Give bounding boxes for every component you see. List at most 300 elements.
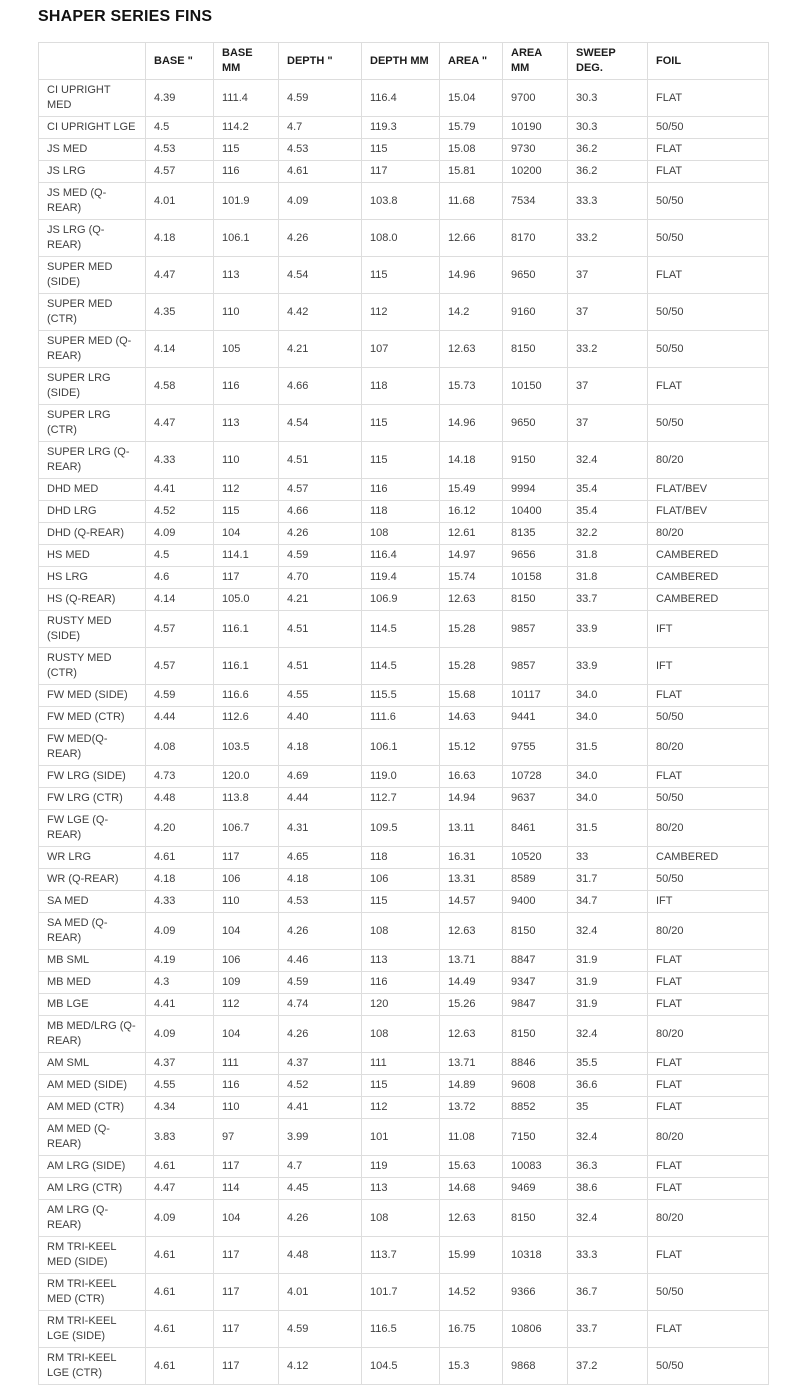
value-cell: 4.57 bbox=[146, 648, 214, 685]
value-cell: 15.73 bbox=[440, 368, 503, 405]
value-cell: 4.09 bbox=[146, 523, 214, 545]
value-cell: 116.1 bbox=[214, 611, 279, 648]
header-base-mm: BASE MM bbox=[214, 43, 279, 80]
value-cell: 32.4 bbox=[568, 1200, 648, 1237]
value-cell: 10200 bbox=[503, 161, 568, 183]
fin-name-cell: MB SML bbox=[39, 950, 146, 972]
value-cell: 4.57 bbox=[146, 611, 214, 648]
value-cell: 80/20 bbox=[648, 1016, 769, 1053]
value-cell: FLAT/BEV bbox=[648, 479, 769, 501]
value-cell: 14.63 bbox=[440, 707, 503, 729]
value-cell: 50/50 bbox=[648, 707, 769, 729]
value-cell: 50/50 bbox=[648, 1274, 769, 1311]
value-cell: 13.71 bbox=[440, 950, 503, 972]
value-cell: 9656 bbox=[503, 545, 568, 567]
value-cell: 4.54 bbox=[279, 257, 362, 294]
value-cell: FLAT bbox=[648, 1237, 769, 1274]
value-cell: 10158 bbox=[503, 567, 568, 589]
value-cell: 4.53 bbox=[279, 891, 362, 913]
header-area-mm: AREA MM bbox=[503, 43, 568, 80]
value-cell: 4.09 bbox=[279, 183, 362, 220]
fin-name-cell: HS (Q-REAR) bbox=[39, 589, 146, 611]
value-cell: 32.4 bbox=[568, 1016, 648, 1053]
table-row bbox=[39, 368, 769, 405]
value-cell: 115 bbox=[362, 442, 440, 479]
value-cell: 36.2 bbox=[568, 161, 648, 183]
value-cell: FLAT bbox=[648, 1178, 769, 1200]
value-cell: 9994 bbox=[503, 479, 568, 501]
value-cell: 80/20 bbox=[648, 523, 769, 545]
value-cell: 8589 bbox=[503, 869, 568, 891]
value-cell: 8461 bbox=[503, 810, 568, 847]
value-cell: 4.7 bbox=[279, 1156, 362, 1178]
value-cell: 4.66 bbox=[279, 501, 362, 523]
value-cell: 12.61 bbox=[440, 523, 503, 545]
value-cell: 50/50 bbox=[648, 294, 769, 331]
value-cell: 33.9 bbox=[568, 648, 648, 685]
fin-name-cell: HS MED bbox=[39, 545, 146, 567]
value-cell: 4.20 bbox=[146, 810, 214, 847]
fin-name-cell: HS LRG bbox=[39, 567, 146, 589]
value-cell: 16.12 bbox=[440, 501, 503, 523]
value-cell: 4.40 bbox=[279, 707, 362, 729]
value-cell: 4.18 bbox=[279, 869, 362, 891]
value-cell: 38.6 bbox=[568, 1178, 648, 1200]
table-row bbox=[39, 117, 769, 139]
value-cell: 104.5 bbox=[362, 1348, 440, 1385]
table-row bbox=[39, 847, 769, 869]
value-cell: 118 bbox=[362, 501, 440, 523]
value-cell: CAMBERED bbox=[648, 589, 769, 611]
value-cell: 4.21 bbox=[279, 331, 362, 368]
value-cell: 4.08 bbox=[146, 729, 214, 766]
value-cell: 13.72 bbox=[440, 1097, 503, 1119]
table-row bbox=[39, 545, 769, 567]
value-cell: 14.2 bbox=[440, 294, 503, 331]
value-cell: 4.59 bbox=[279, 972, 362, 994]
value-cell: 108.0 bbox=[362, 220, 440, 257]
value-cell: 4.61 bbox=[146, 847, 214, 869]
value-cell: 36.6 bbox=[568, 1075, 648, 1097]
value-cell: 15.81 bbox=[440, 161, 503, 183]
value-cell: 9857 bbox=[503, 648, 568, 685]
fin-name-cell: FW LGE (Q-REAR) bbox=[39, 810, 146, 847]
value-cell: 110 bbox=[214, 442, 279, 479]
value-cell: 80/20 bbox=[648, 1200, 769, 1237]
value-cell: 10520 bbox=[503, 847, 568, 869]
value-cell: 115.5 bbox=[362, 685, 440, 707]
table-row bbox=[39, 589, 769, 611]
value-cell: 4.41 bbox=[279, 1097, 362, 1119]
value-cell: 13.31 bbox=[440, 869, 503, 891]
value-cell: 15.26 bbox=[440, 994, 503, 1016]
value-cell: 12.63 bbox=[440, 589, 503, 611]
fin-name-cell: JS MED bbox=[39, 139, 146, 161]
value-cell: 114.1 bbox=[214, 545, 279, 567]
value-cell: 4.48 bbox=[279, 1237, 362, 1274]
fin-name-cell: AM LRG (Q-REAR) bbox=[39, 1200, 146, 1237]
value-cell: 16.75 bbox=[440, 1311, 503, 1348]
value-cell: 119 bbox=[362, 1156, 440, 1178]
fin-name-cell: MB LGE bbox=[39, 994, 146, 1016]
table-row bbox=[39, 729, 769, 766]
table-row bbox=[39, 972, 769, 994]
value-cell: 34.0 bbox=[568, 685, 648, 707]
table-row bbox=[39, 139, 769, 161]
value-cell: 15.99 bbox=[440, 1237, 503, 1274]
value-cell: 4.14 bbox=[146, 589, 214, 611]
value-cell: 4.26 bbox=[279, 1200, 362, 1237]
table-row bbox=[39, 183, 769, 220]
value-cell: 120 bbox=[362, 994, 440, 1016]
value-cell: 15.79 bbox=[440, 117, 503, 139]
value-cell: 114.5 bbox=[362, 648, 440, 685]
value-cell: 4.39 bbox=[146, 80, 214, 117]
value-cell: 4.44 bbox=[146, 707, 214, 729]
value-cell: 4.54 bbox=[279, 405, 362, 442]
value-cell: 36.7 bbox=[568, 1274, 648, 1311]
value-cell: 104 bbox=[214, 1200, 279, 1237]
fin-name-cell: SUPER LRG (SIDE) bbox=[39, 368, 146, 405]
value-cell: 101.7 bbox=[362, 1274, 440, 1311]
value-cell: 4.3 bbox=[146, 972, 214, 994]
fin-name-cell: JS LRG bbox=[39, 161, 146, 183]
table-row bbox=[39, 611, 769, 648]
value-cell: 116.4 bbox=[362, 80, 440, 117]
value-cell: 7534 bbox=[503, 183, 568, 220]
value-cell: 4.14 bbox=[146, 331, 214, 368]
value-cell: 4.33 bbox=[146, 442, 214, 479]
value-cell: 116 bbox=[214, 1075, 279, 1097]
table-row bbox=[39, 1075, 769, 1097]
value-cell: FLAT bbox=[648, 368, 769, 405]
value-cell: 4.55 bbox=[279, 685, 362, 707]
value-cell: 115 bbox=[214, 501, 279, 523]
value-cell: 10190 bbox=[503, 117, 568, 139]
value-cell: 105.0 bbox=[214, 589, 279, 611]
value-cell: 108 bbox=[362, 913, 440, 950]
value-cell: FLAT bbox=[648, 1156, 769, 1178]
value-cell: 9700 bbox=[503, 80, 568, 117]
value-cell: 8852 bbox=[503, 1097, 568, 1119]
value-cell: 37 bbox=[568, 257, 648, 294]
value-cell: 80/20 bbox=[648, 1119, 769, 1156]
value-cell: 106 bbox=[362, 869, 440, 891]
fins-spec-table bbox=[38, 42, 769, 1385]
value-cell: 111 bbox=[214, 1053, 279, 1075]
table-row bbox=[39, 1119, 769, 1156]
header-sweep-deg: SWEEP DEG. bbox=[568, 43, 648, 80]
value-cell: 113.7 bbox=[362, 1237, 440, 1274]
value-cell: 80/20 bbox=[648, 810, 769, 847]
table-row bbox=[39, 1274, 769, 1311]
value-cell: FLAT bbox=[648, 1097, 769, 1119]
value-cell: 109.5 bbox=[362, 810, 440, 847]
value-cell: 111 bbox=[362, 1053, 440, 1075]
value-cell: 32.2 bbox=[568, 523, 648, 545]
value-cell: 116 bbox=[362, 972, 440, 994]
fin-name-cell: SUPER MED (Q-REAR) bbox=[39, 331, 146, 368]
value-cell: 34.0 bbox=[568, 707, 648, 729]
value-cell: FLAT bbox=[648, 994, 769, 1016]
value-cell: 14.52 bbox=[440, 1274, 503, 1311]
value-cell: 4.51 bbox=[279, 442, 362, 479]
value-cell: 103.8 bbox=[362, 183, 440, 220]
value-cell: 4.58 bbox=[146, 368, 214, 405]
value-cell: 33 bbox=[568, 847, 648, 869]
value-cell: FLAT bbox=[648, 257, 769, 294]
value-cell: 32.4 bbox=[568, 913, 648, 950]
value-cell: 3.99 bbox=[279, 1119, 362, 1156]
value-cell: 108 bbox=[362, 523, 440, 545]
value-cell: 33.3 bbox=[568, 1237, 648, 1274]
header-depth-mm: DEPTH MM bbox=[362, 43, 440, 80]
value-cell: 31.8 bbox=[568, 545, 648, 567]
value-cell: 31.7 bbox=[568, 869, 648, 891]
value-cell: 106 bbox=[214, 869, 279, 891]
value-cell: 113 bbox=[362, 1178, 440, 1200]
value-cell: 4.01 bbox=[146, 183, 214, 220]
value-cell: 117 bbox=[214, 1156, 279, 1178]
value-cell: 4.09 bbox=[146, 1200, 214, 1237]
fin-name-cell: RUSTY MED (SIDE) bbox=[39, 611, 146, 648]
fin-name-cell: WR (Q-REAR) bbox=[39, 869, 146, 891]
value-cell: 50/50 bbox=[648, 117, 769, 139]
value-cell: 35.5 bbox=[568, 1053, 648, 1075]
table-row bbox=[39, 331, 769, 368]
value-cell: 9650 bbox=[503, 257, 568, 294]
value-cell: 10083 bbox=[503, 1156, 568, 1178]
table-row bbox=[39, 442, 769, 479]
fin-name-cell: RM TRI-KEEL LGE (SIDE) bbox=[39, 1311, 146, 1348]
value-cell: 8150 bbox=[503, 1200, 568, 1237]
fin-name-cell: RM TRI-KEEL LGE (CTR) bbox=[39, 1348, 146, 1385]
value-cell: 114 bbox=[214, 1178, 279, 1200]
value-cell: 4.59 bbox=[279, 1311, 362, 1348]
value-cell: 116.4 bbox=[362, 545, 440, 567]
value-cell: 112.6 bbox=[214, 707, 279, 729]
fin-name-cell: SUPER LRG (Q-REAR) bbox=[39, 442, 146, 479]
value-cell: 4.61 bbox=[146, 1311, 214, 1348]
value-cell: 112.7 bbox=[362, 788, 440, 810]
value-cell: 10806 bbox=[503, 1311, 568, 1348]
value-cell: 115 bbox=[214, 139, 279, 161]
value-cell: 37 bbox=[568, 405, 648, 442]
value-cell: 34.0 bbox=[568, 788, 648, 810]
value-cell: FLAT bbox=[648, 139, 769, 161]
value-cell: 10318 bbox=[503, 1237, 568, 1274]
value-cell: 113 bbox=[214, 257, 279, 294]
value-cell: 13.71 bbox=[440, 1053, 503, 1075]
value-cell: 37 bbox=[568, 294, 648, 331]
table-row bbox=[39, 501, 769, 523]
value-cell: CAMBERED bbox=[648, 545, 769, 567]
value-cell: 50/50 bbox=[648, 869, 769, 891]
table-row bbox=[39, 161, 769, 183]
value-cell: 35.4 bbox=[568, 501, 648, 523]
value-cell: 4.44 bbox=[279, 788, 362, 810]
value-cell: 4.74 bbox=[279, 994, 362, 1016]
value-cell: 119.4 bbox=[362, 567, 440, 589]
table-row bbox=[39, 766, 769, 788]
value-cell: 4.45 bbox=[279, 1178, 362, 1200]
value-cell: 10150 bbox=[503, 368, 568, 405]
fin-name-cell: SA MED bbox=[39, 891, 146, 913]
value-cell: 32.4 bbox=[568, 442, 648, 479]
value-cell: 4.26 bbox=[279, 913, 362, 950]
value-cell: 10117 bbox=[503, 685, 568, 707]
table-row bbox=[39, 1348, 769, 1385]
value-cell: 4.52 bbox=[279, 1075, 362, 1097]
value-cell: 4.18 bbox=[146, 869, 214, 891]
value-cell: 4.48 bbox=[146, 788, 214, 810]
table-row bbox=[39, 685, 769, 707]
value-cell: FLAT bbox=[648, 1075, 769, 1097]
fin-name-cell: DHD MED bbox=[39, 479, 146, 501]
value-cell: 4.61 bbox=[279, 161, 362, 183]
value-cell: 117 bbox=[214, 1311, 279, 1348]
value-cell: 16.31 bbox=[440, 847, 503, 869]
value-cell: 4.61 bbox=[146, 1348, 214, 1385]
value-cell: FLAT bbox=[648, 972, 769, 994]
value-cell: CAMBERED bbox=[648, 847, 769, 869]
value-cell: 31.9 bbox=[568, 950, 648, 972]
value-cell: FLAT bbox=[648, 1053, 769, 1075]
value-cell: 4.37 bbox=[146, 1053, 214, 1075]
fin-name-cell: FW LRG (CTR) bbox=[39, 788, 146, 810]
value-cell: 110 bbox=[214, 891, 279, 913]
table-row bbox=[39, 707, 769, 729]
value-cell: 50/50 bbox=[648, 405, 769, 442]
value-cell: 9150 bbox=[503, 442, 568, 479]
value-cell: 31.9 bbox=[568, 972, 648, 994]
value-cell: 31.8 bbox=[568, 567, 648, 589]
value-cell: 4.6 bbox=[146, 567, 214, 589]
value-cell: 106.1 bbox=[214, 220, 279, 257]
value-cell: 111.4 bbox=[214, 80, 279, 117]
value-cell: 105 bbox=[214, 331, 279, 368]
value-cell: 4.26 bbox=[279, 523, 362, 545]
value-cell: 36.2 bbox=[568, 139, 648, 161]
value-cell: 107 bbox=[362, 331, 440, 368]
value-cell: 14.97 bbox=[440, 545, 503, 567]
value-cell: 112 bbox=[214, 479, 279, 501]
value-cell: 4.51 bbox=[279, 648, 362, 685]
value-cell: 4.18 bbox=[146, 220, 214, 257]
value-cell: 4.66 bbox=[279, 368, 362, 405]
value-cell: 15.08 bbox=[440, 139, 503, 161]
value-cell: 11.08 bbox=[440, 1119, 503, 1156]
value-cell: IFT bbox=[648, 648, 769, 685]
fin-name-cell: JS LRG (Q-REAR) bbox=[39, 220, 146, 257]
value-cell: 115 bbox=[362, 257, 440, 294]
value-cell: 37 bbox=[568, 368, 648, 405]
page-title: SHAPER SERIES FINS bbox=[38, 8, 213, 25]
value-cell: 9868 bbox=[503, 1348, 568, 1385]
value-cell: 115 bbox=[362, 1075, 440, 1097]
table-row bbox=[39, 1016, 769, 1053]
value-cell: 9347 bbox=[503, 972, 568, 994]
value-cell: IFT bbox=[648, 891, 769, 913]
value-cell: 4.65 bbox=[279, 847, 362, 869]
value-cell: 117 bbox=[214, 567, 279, 589]
value-cell: 33.7 bbox=[568, 589, 648, 611]
value-cell: 110 bbox=[214, 1097, 279, 1119]
value-cell: 31.5 bbox=[568, 810, 648, 847]
value-cell: 14.94 bbox=[440, 788, 503, 810]
fin-name-cell: DHD (Q-REAR) bbox=[39, 523, 146, 545]
value-cell: 8847 bbox=[503, 950, 568, 972]
value-cell: 4.57 bbox=[146, 161, 214, 183]
value-cell: 4.5 bbox=[146, 545, 214, 567]
value-cell: 34.0 bbox=[568, 766, 648, 788]
fin-name-cell: SUPER MED (CTR) bbox=[39, 294, 146, 331]
value-cell: 80/20 bbox=[648, 913, 769, 950]
value-cell: 113 bbox=[214, 405, 279, 442]
value-cell: 114.2 bbox=[214, 117, 279, 139]
value-cell: 116 bbox=[214, 368, 279, 405]
value-cell: 4.59 bbox=[146, 685, 214, 707]
value-cell: 8150 bbox=[503, 331, 568, 368]
value-cell: 115 bbox=[362, 139, 440, 161]
value-cell: 12.63 bbox=[440, 913, 503, 950]
value-cell: 9650 bbox=[503, 405, 568, 442]
header-row bbox=[39, 43, 769, 80]
value-cell: 35 bbox=[568, 1097, 648, 1119]
value-cell: 115 bbox=[362, 891, 440, 913]
fin-name-cell: AM MED (CTR) bbox=[39, 1097, 146, 1119]
value-cell: 4.21 bbox=[279, 589, 362, 611]
value-cell: 15.04 bbox=[440, 80, 503, 117]
header-depth-in: DEPTH " bbox=[279, 43, 362, 80]
value-cell: CAMBERED bbox=[648, 567, 769, 589]
fin-name-cell: WR LRG bbox=[39, 847, 146, 869]
value-cell: 12.63 bbox=[440, 1016, 503, 1053]
value-cell: 9730 bbox=[503, 139, 568, 161]
value-cell: 10728 bbox=[503, 766, 568, 788]
value-cell: 50/50 bbox=[648, 788, 769, 810]
value-cell: 15.49 bbox=[440, 479, 503, 501]
fin-name-cell: FW LRG (SIDE) bbox=[39, 766, 146, 788]
value-cell: 106.7 bbox=[214, 810, 279, 847]
value-cell: 36.3 bbox=[568, 1156, 648, 1178]
value-cell: FLAT bbox=[648, 950, 769, 972]
value-cell: 33.3 bbox=[568, 183, 648, 220]
table-row bbox=[39, 994, 769, 1016]
value-cell: 80/20 bbox=[648, 442, 769, 479]
value-cell: 4.61 bbox=[146, 1274, 214, 1311]
value-cell: 9608 bbox=[503, 1075, 568, 1097]
value-cell: 116 bbox=[362, 479, 440, 501]
fin-name-cell: CI UPRIGHT MED bbox=[39, 80, 146, 117]
value-cell: 118 bbox=[362, 847, 440, 869]
value-cell: 4.73 bbox=[146, 766, 214, 788]
value-cell: 114.5 bbox=[362, 611, 440, 648]
value-cell: 120.0 bbox=[214, 766, 279, 788]
value-cell: 8846 bbox=[503, 1053, 568, 1075]
fin-name-cell: FW MED(Q-REAR) bbox=[39, 729, 146, 766]
value-cell: 9847 bbox=[503, 994, 568, 1016]
value-cell: FLAT bbox=[648, 1311, 769, 1348]
value-cell: 30.3 bbox=[568, 117, 648, 139]
fin-name-cell: DHD LRG bbox=[39, 501, 146, 523]
value-cell: 4.26 bbox=[279, 1016, 362, 1053]
value-cell: 4.55 bbox=[146, 1075, 214, 1097]
header-foil: FOIL bbox=[648, 43, 769, 80]
value-cell: 4.37 bbox=[279, 1053, 362, 1075]
value-cell: 31.9 bbox=[568, 994, 648, 1016]
value-cell: 9441 bbox=[503, 707, 568, 729]
